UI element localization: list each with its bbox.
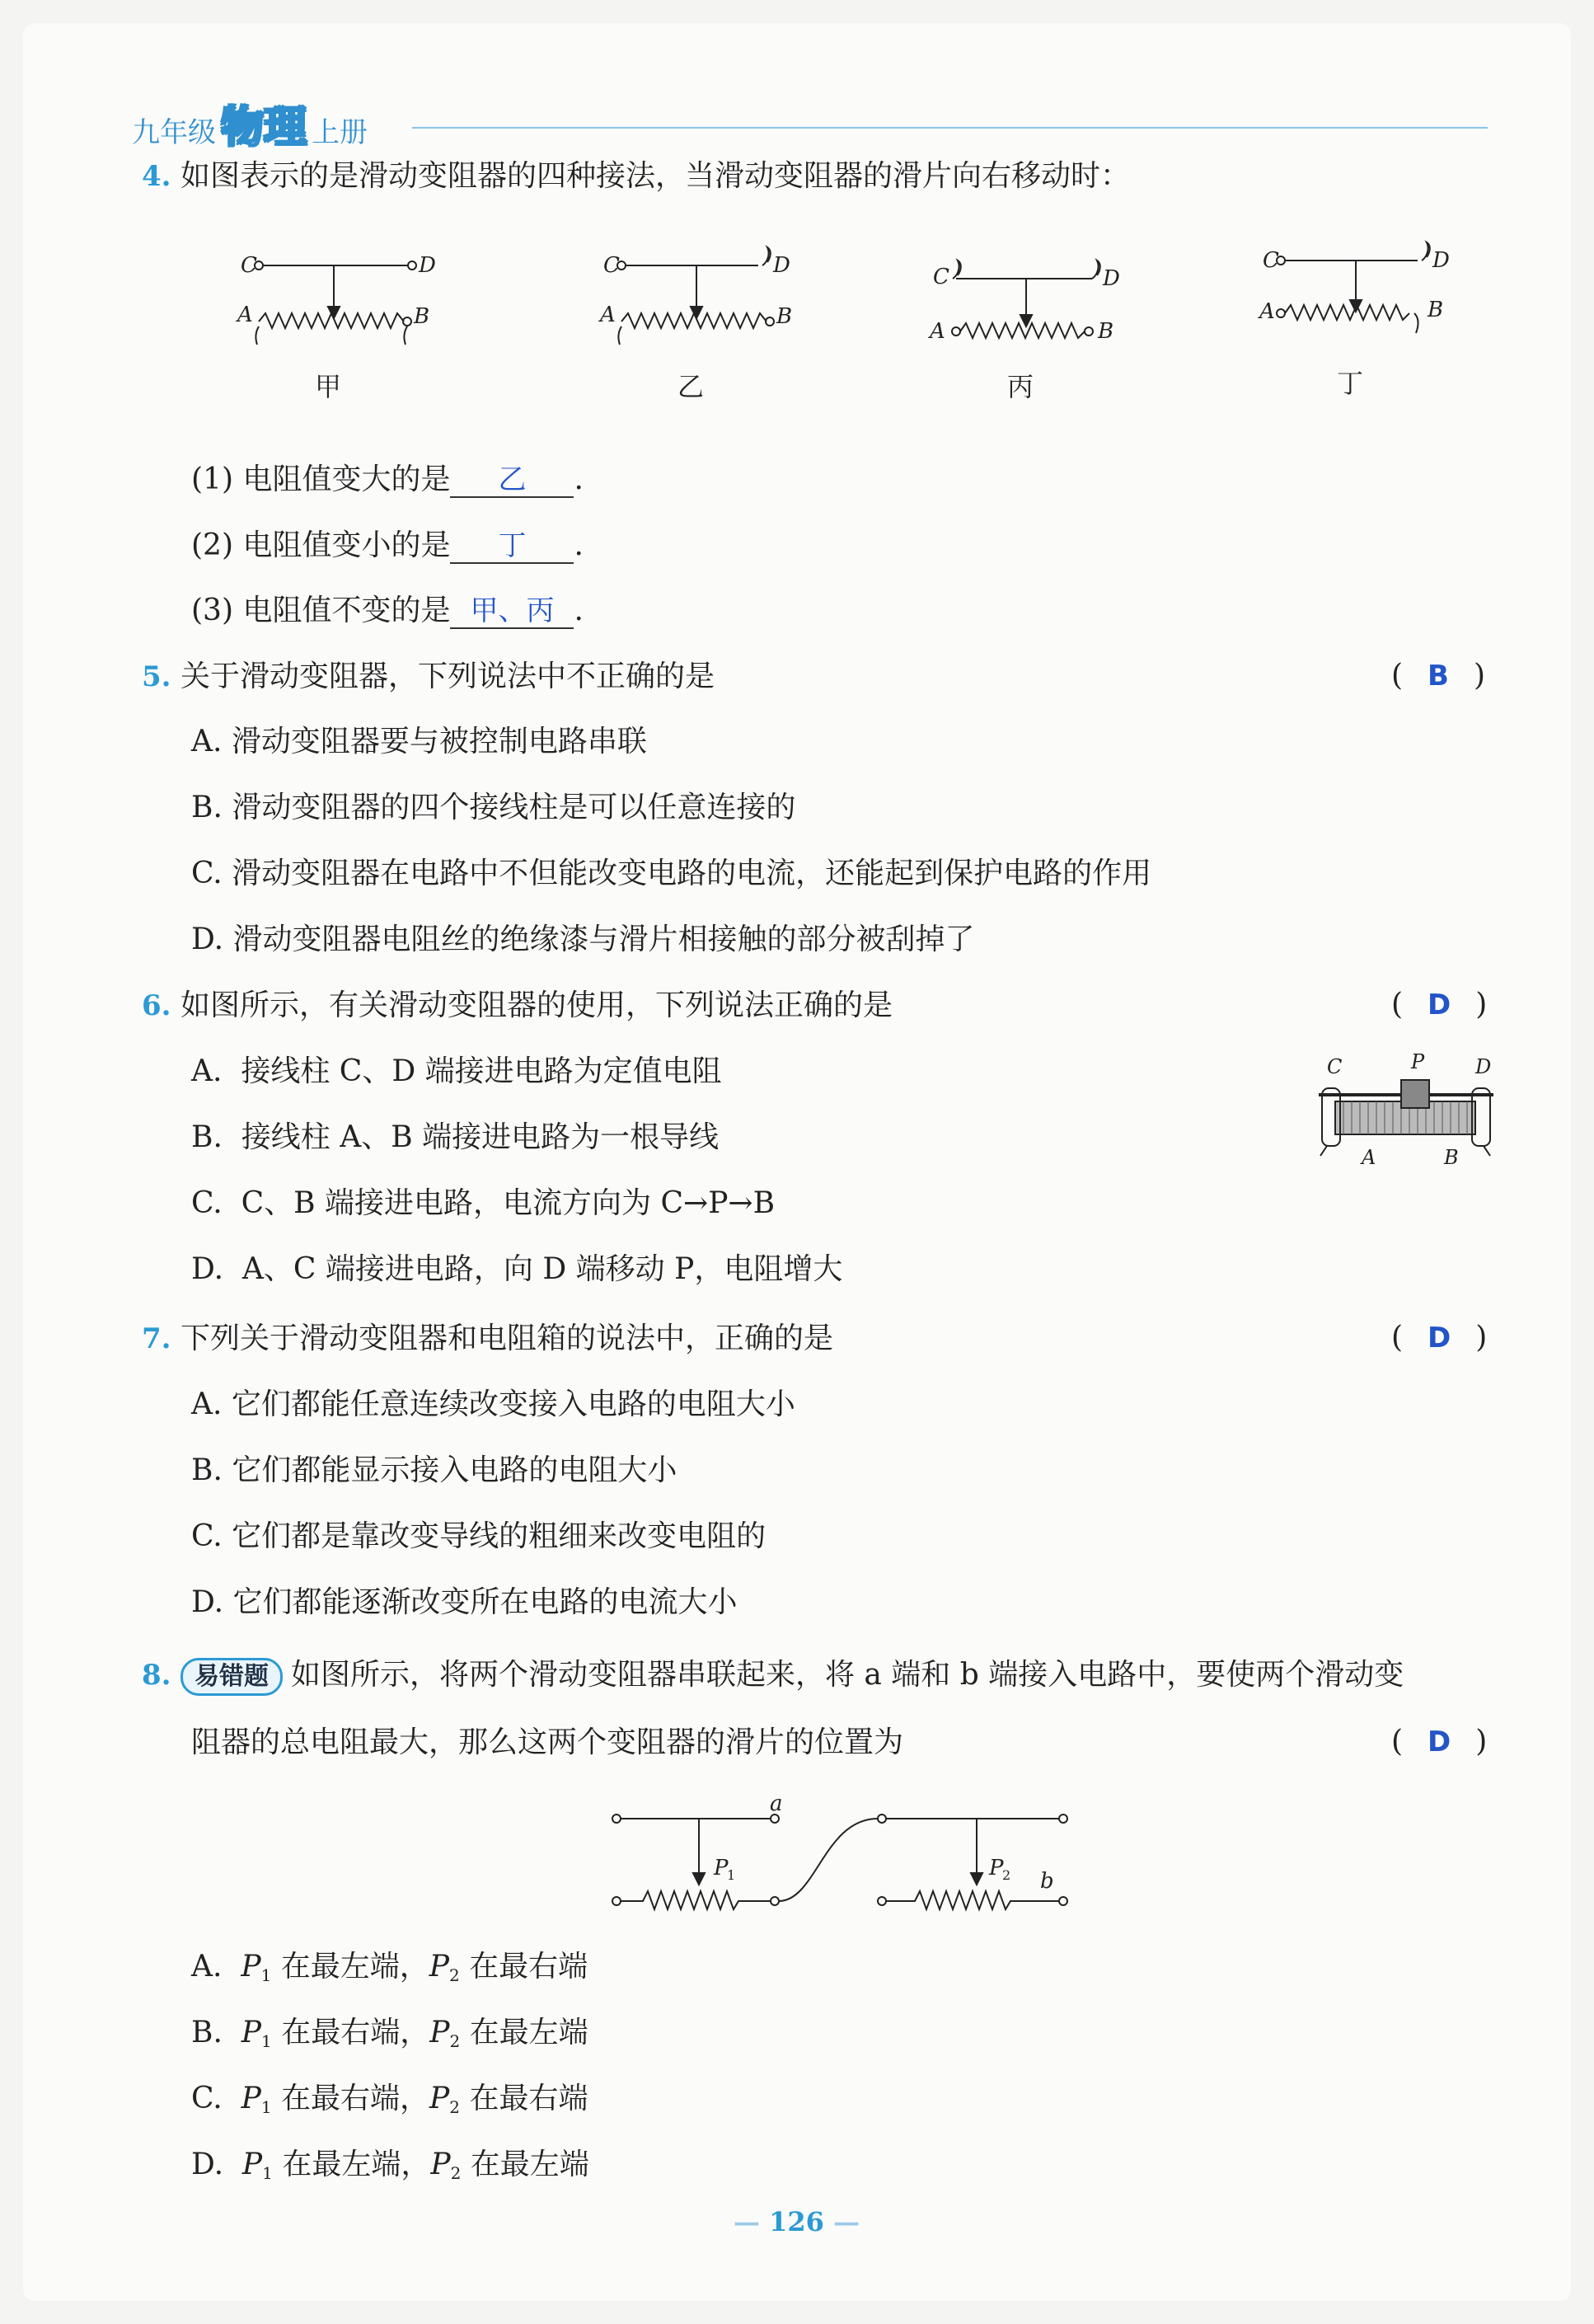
svg-text:A: A (1259, 299, 1275, 324)
figure-ding (1258, 242, 1450, 333)
q8-option-c: C. $P_1$ 在最右端，$P_2$ 在最右端 (191, 2082, 588, 2117)
q5-option-a: A. 滑动变阻器要与被控制电路串联 (191, 725, 647, 758)
q8-option-a: A. $P_1$ 在最左端，$P_2$ 在最右端 (191, 1950, 588, 1985)
q6-label-a: A (1362, 1146, 1376, 1169)
q4-figures (231, 231, 1484, 420)
q6-label-p: P (1411, 1050, 1425, 1073)
q5-answer: B (1428, 660, 1449, 693)
q4-stem (142, 158, 1130, 195)
q5-option-d: D. 滑动变阻器电阻丝的绝缘漆与滑片相接触的部分被刮掉了 (191, 923, 975, 956)
q8-answer: D (1428, 1725, 1451, 1758)
q5-option-b: B. 滑动变阻器的四个接线柱是可以任意连接的 (191, 791, 796, 824)
q5-number: 5. (142, 660, 171, 693)
q7-stem: 7. 下列关于滑动变阻器和电阻箱的说法中，正确的是 (142, 1322, 833, 1355)
q8-label-p2: P (989, 1856, 1004, 1880)
q8-option-b: B. $P_1$ 在最右端，$P_2$ 在最左端 (191, 2016, 588, 2051)
q7-option-d: D. 它们都能逐渐改变所在电路的电流大小 (191, 1585, 738, 1619)
q8-stem-line2: 阻器的总电阻最大，那么这两个变阻器的滑片的位置为 (191, 1725, 904, 1759)
page-number: — 126 — (734, 2206, 860, 2237)
svg-text:C: C (1263, 248, 1279, 273)
q8-option-d: D. $P_1$ 在最左端，$P_2$ 在最左端 (191, 2148, 589, 2183)
svg-text:A: A (930, 319, 945, 344)
figure-bing (928, 261, 1120, 344)
q7-answer: D (1428, 1322, 1451, 1354)
q8-label-p2-sub: 2 (1002, 1867, 1011, 1883)
jia-label-d: D (419, 253, 436, 278)
fig-label-jia: 甲 (315, 371, 342, 402)
q4-sub3-answer: 甲、丙 (450, 593, 574, 629)
q7-option-b: B. 它们都能显示接入电路的电阻大小 (191, 1453, 677, 1487)
svg-text:D: D (773, 253, 790, 278)
header-volume: 上册 (312, 116, 368, 149)
svg-text:C: C (933, 265, 949, 289)
q8-label-p1-sub: 1 (727, 1867, 736, 1883)
q4-number: 4. (142, 160, 171, 193)
header-rule (412, 127, 1488, 129)
q5-answer-bracket: ( B ) (1391, 659, 1486, 693)
q8-label-a: a (770, 1791, 783, 1816)
q7-option-a: A. 它们都能任意连续改变接入电路的电阻大小 (191, 1387, 795, 1421)
jia-label-c: C (241, 253, 257, 278)
q5-stem: 5. 关于滑动变阻器，下列说法中不正确的是 (142, 660, 715, 693)
q8-tag-badge: 易错题 (180, 1658, 283, 1696)
jia-label-b: B (414, 304, 430, 329)
svg-text:A: A (600, 303, 616, 327)
q6-label-c: C (1327, 1055, 1343, 1078)
fig-label-bing: 丙 (1007, 371, 1034, 402)
q7-option-c: C. 它们都是靠改变导线的粗细来改变电阻的 (191, 1519, 767, 1553)
figure-jia (236, 253, 436, 345)
svg-text:D: D (1103, 266, 1120, 291)
svg-text:B: B (1098, 319, 1114, 344)
q6-answer: D (1428, 988, 1451, 1021)
svg-text:D: D (1432, 248, 1450, 273)
page-header (132, 92, 368, 153)
svg-text:C: C (603, 253, 620, 278)
q4-sub1-answer: 乙 (450, 462, 574, 498)
fig-label-yi: 乙 (677, 371, 705, 402)
q6-option-c: C. C、B 端接进电路，电流方向为 C→P→B (191, 1186, 776, 1220)
fig-label-ding: 丁 (1337, 368, 1364, 399)
q7-number: 7. (142, 1322, 171, 1355)
figure-yi (598, 247, 792, 345)
q7-answer-bracket: ( D ) (1391, 1321, 1488, 1354)
q6-label-b: B (1444, 1146, 1459, 1169)
q4-sub3: (3) 电阻值不变的是 甲、丙 . (191, 594, 584, 627)
q6-option-b: B. 接线柱 A、B 端接进电路为一根导线 (191, 1120, 720, 1154)
q5-option-c: C. 滑动变阻器在电路中不但能改变电路的电流，还能起到保护电路的作用 (191, 857, 1152, 890)
q4-sub2: (2) 电阻值变小的是 丁 . (191, 528, 584, 562)
q4-sub1: (1) 电阻值变大的是 乙 . (191, 462, 584, 496)
q8-label-p1: P (714, 1856, 729, 1880)
q8-stem-line1: 8. 易错题 如图所示，将两个滑动变阻器串联起来，将 a 端和 b 端接入电路中，要使两个滑动变 (142, 1657, 1404, 1696)
q8-circuit-figure (602, 1789, 1080, 1929)
q6-number: 6. (142, 989, 171, 1022)
q4-sub2-answer: 丁 (450, 528, 574, 564)
jia-label-a: A (237, 303, 253, 327)
q6-answer-bracket: ( D ) (1391, 988, 1488, 1021)
q8-answer-bracket: ( D ) (1391, 1725, 1488, 1758)
q6-option-a: A. 接线柱 C、D 端接进电路为定值电阻 (191, 1054, 722, 1088)
header-grade: 九年级 (132, 116, 216, 149)
svg-text:B: B (776, 304, 793, 329)
q6-option-d: D. A、C 端接进电路，向 D 端移动 P，电阻增大 (191, 1252, 843, 1286)
svg-text:B: B (1428, 298, 1444, 322)
q8-label-b: b (1040, 1869, 1054, 1894)
q6-rheostat-figure (1310, 1047, 1500, 1171)
q6-stem: 6. 如图所示，有关滑动变阻器的使用，下列说法正确的是 (142, 988, 893, 1022)
q6-label-d: D (1475, 1055, 1492, 1078)
q4-stem-text: 如图表示的是滑动变阻器的四种接法，当滑动变阻器的滑片向右移动时： (180, 159, 1130, 193)
q8-number: 8. (142, 1659, 171, 1692)
header-subject: 物理 (221, 103, 307, 153)
